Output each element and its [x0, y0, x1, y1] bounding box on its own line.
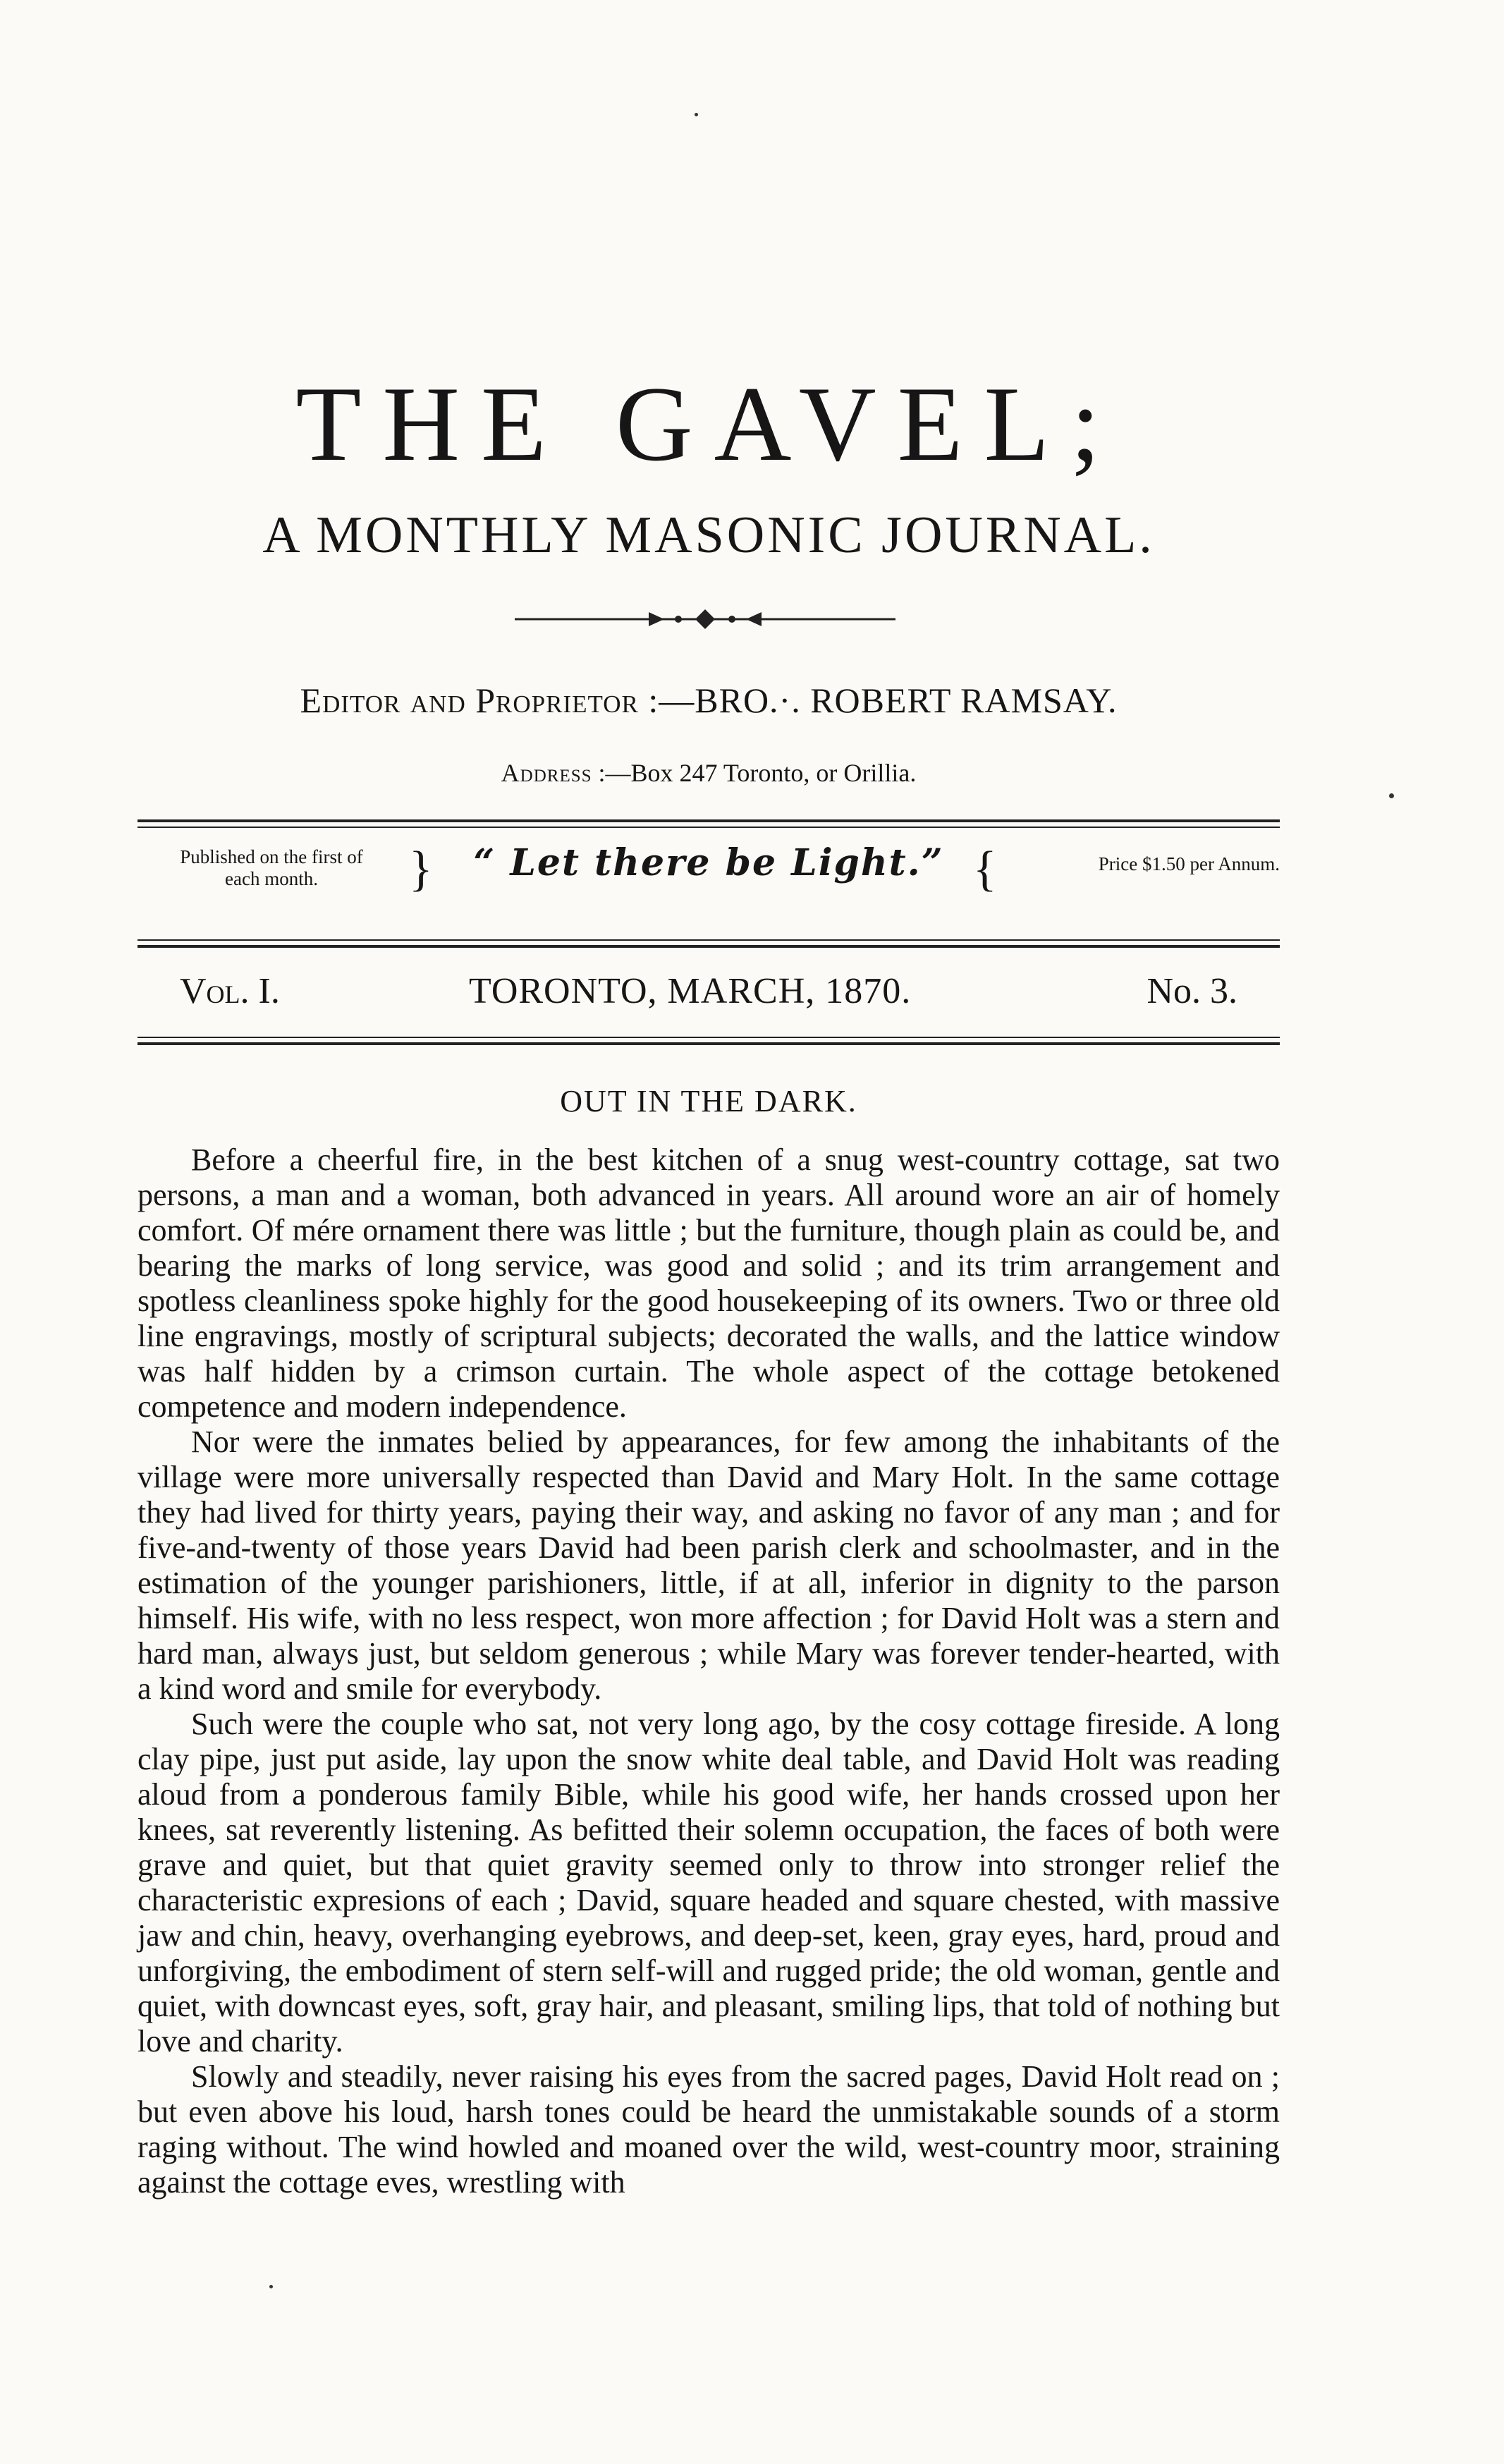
article-paragraph: Slowly and steadily, never raising his eyes from the sacred pages, David Holt read on ; but even above his loud, harsh tones could be heard the unmistakable sounds of a storm raging without. The wind howled and moaned over the wild, west-country moor, straining against the cottage eves, wrestling with: [137, 2059, 1280, 2200]
publication-note: [137, 846, 405, 890]
issue-number: No. 3.: [1147, 971, 1237, 1011]
address-line: [137, 760, 1280, 786]
article-paragraph: Before a cheerful fire, in the best kitchen of a snug west-country cottage, sat two persons, a man and a woman, both advanced in years. All around wore an air of homely comfort. Of mére ornament there was little ; but the furniture, though plain as could be, and bearing the marks of long service, was good and solid ; and its trim arrangement and spotless cleanliness spoke highly for the good housekeeping of its owners. Two or three old line engravings, mostly of scriptural subjects; decorated the walls, and the lattice window was half hidden by a crimson curtain. The whole aspect of the cottage betokened competence and modern independence.: [137, 1142, 1280, 1424]
issue-bar: [137, 973, 1280, 1016]
rule-top-thin: [137, 827, 1280, 828]
print-speck-top: [695, 113, 698, 116]
rule-mid-thin: [137, 939, 1280, 941]
rule-bottom-thin: [137, 1037, 1280, 1038]
ornament-divider: [515, 606, 895, 632]
place-date: TORONTO, MARCH, 1870.: [469, 971, 912, 1011]
rule-mid-thick: [137, 945, 1280, 948]
editor-line: Editor and Proprietor :—BRO.·. ROBERT RAMSAY.: [300, 681, 1118, 720]
address-label: Address: [501, 759, 592, 787]
publication-note-line2: each month.: [225, 868, 318, 890]
journal-subtitle: A MONTHLY MASONIC JOURNAL.: [262, 506, 1155, 564]
brace-right: {: [973, 842, 997, 896]
journal-title: THE GAVEL;: [295, 365, 1122, 483]
volume-label: Vol. I.: [180, 971, 280, 1011]
publication-note-line1: Published on the first of: [180, 846, 363, 867]
article-title: OUT IN THE DARK.: [560, 1084, 857, 1118]
rule-bottom-thick: [137, 1042, 1280, 1045]
article-paragraph: Nor were the inmates belied by appearances, for few among the inhabitants of the village were more universally respected than David and Mary Holt. In the same cottage they had lived for thirty years, paying their way, and asking no favor of any man ; and for five-and-twenty of those years David had been parish clerk and schoolmaster, and in the estimation of the younger parishioners, little, if at all, inferior in dignity to the parson himself. His wife, with no less respect, won more affection ; for David Holt was a stern and hard man, always just, but seldom generous ; while Mary was forever tender-hearted, with a kind word and smile for everybody.: [137, 1425, 1280, 1706]
print-speck-right: [1389, 793, 1394, 798]
article-paragraph: Such were the couple who sat, not very long ago, by the cosy cottage fireside. A long clay pipe, just put aside, lay upon the snow white deal table, and David Holt was reading aloud from a ponderous family Bible, while his good wife, her hands crossed upon her knees, sat reverently listening. As befitted their solemn occupation, the faces of both were grave and quiet, but that quiet gravity seemed only to throw into stronger relief the characteristic expresions of each ; David, square headed and square chested, with massive jaw and chin, heavy, overhanging eyebrows, and deep-set, keen, gray eyes, hard, proud and unforgiving, the embodiment of stern self-will and rugged pride; the old woman, gentle and quiet, with downcast eyes, soft, gray hair, and pleasant, smiling lips, that told of nothing but love and charity.: [137, 1707, 1280, 2059]
brace-left: }: [409, 842, 433, 896]
info-bar: [137, 841, 1280, 911]
print-speck-bottom: [269, 2285, 273, 2288]
motto: “ Let there be Light.”: [473, 841, 944, 884]
address-text: :—Box 247 Toronto, or Orillia.: [598, 759, 917, 787]
article-body: [137, 1142, 1280, 2200]
rule-top-thick: [137, 819, 1280, 822]
price-note: Price $1.50 per Annum.: [1098, 853, 1280, 874]
